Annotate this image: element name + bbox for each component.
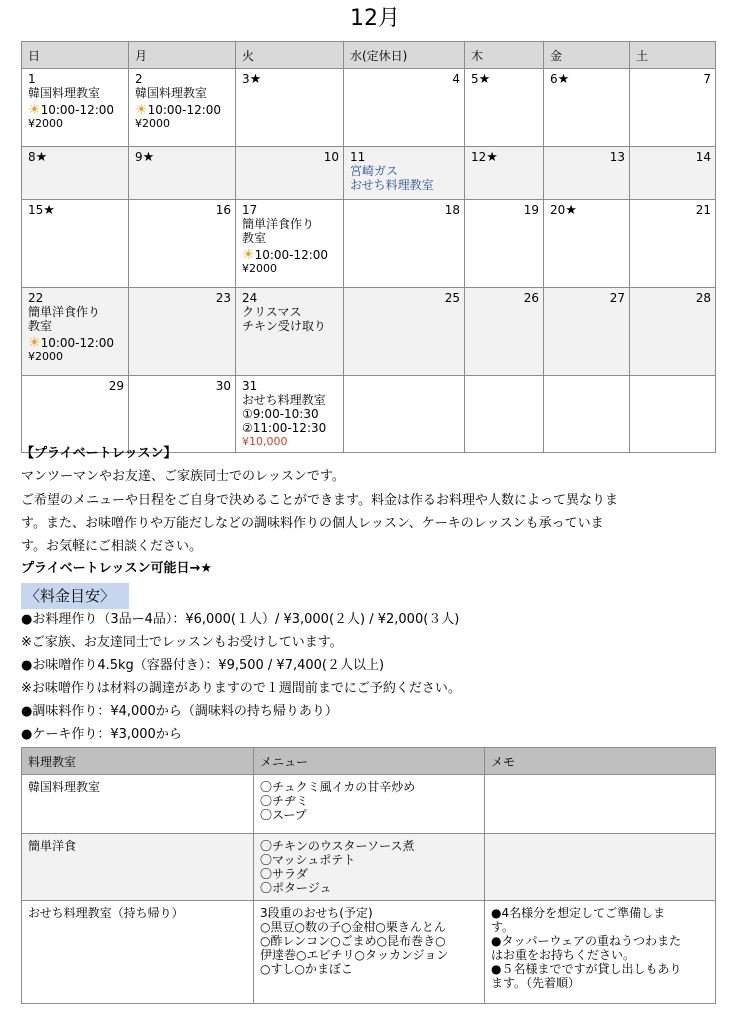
calendar-day-cell	[129, 200, 236, 288]
fee-line: ●お味噌作り4.5kg（容器付き）：¥9,500 / ¥7,400(２人以上)	[21, 658, 385, 673]
event-label: ①9:00-10:30	[242, 407, 319, 421]
price-label: ¥2000	[135, 117, 170, 130]
memo-line: ●５名様までですが貸し出しもあり	[491, 962, 682, 976]
day-number: 6	[550, 72, 558, 86]
calendar-week-row	[22, 147, 716, 200]
private-available-note: プライベートレッスン可能日→★	[21, 561, 213, 576]
memo-cell	[485, 901, 716, 1004]
menu-item: 〇スープ	[260, 808, 307, 822]
calendar-day-cell	[630, 69, 716, 147]
calendar-week-row	[22, 69, 716, 147]
private-lesson-line: ご希望のメニューや日程をご自身で決めることができます。料金は作るお料理や人数によって異なりま	[21, 493, 618, 508]
day-number: 12	[471, 150, 487, 164]
time-slot: 10:00-12:00	[40, 103, 115, 117]
weekday-header: 火	[236, 42, 344, 69]
calendar-day-cell	[129, 69, 236, 147]
memo-cell	[485, 775, 716, 834]
calendar-day-cell	[236, 288, 344, 376]
price-label: ¥10,000	[242, 435, 288, 448]
day-number: 19	[523, 203, 539, 217]
sun-icon: ☀	[28, 335, 41, 351]
calendar-day-cell	[129, 376, 236, 453]
menu-item: 伊達巻○エビチリ○タッカンジョン	[260, 948, 449, 962]
calendar-day-cell	[544, 69, 630, 147]
day-number: 23	[215, 291, 231, 305]
day-number: 8	[28, 150, 36, 164]
menu-row	[22, 901, 716, 1004]
private-lesson-line: す。また、お味噌作りや万能だしなどの調味料作りの個人レッスン、ケーキのレッスンも承っていま	[21, 516, 604, 531]
class-name-cell: 韓国料理教室	[22, 775, 254, 834]
event-label: 簡単洋食作り	[28, 305, 101, 319]
day-number: 17	[242, 203, 258, 217]
fee-line: ※お味噌作りは材料の調達がありますので１週間前までにご予約ください。	[21, 681, 461, 696]
calendar-day-cell	[344, 200, 465, 288]
calendar-week-row	[22, 200, 716, 288]
calendar-day-cell	[465, 288, 544, 376]
calendar-day-cell	[129, 288, 236, 376]
menu-item: 3段重のおせち(予定)	[260, 906, 373, 920]
calendar-day-cell	[236, 200, 344, 288]
day-number: 18	[444, 203, 460, 217]
private-lesson-line: マンツーマンやお友達、ご家族同士でのレッスンです。	[21, 469, 345, 484]
menu-item: ○黒豆○数の子○金柑○栗きんとん	[260, 920, 446, 934]
day-number: 28	[695, 291, 711, 305]
calendar-day-cell	[22, 147, 129, 200]
day-number: 13	[609, 150, 625, 164]
fee-heading: 〈料金目安〉	[21, 583, 129, 609]
time-slot: 10:00-12:00	[254, 248, 329, 262]
star-icon: ★	[35, 150, 48, 165]
calendar-day-cell	[465, 147, 544, 200]
star-icon: ★	[142, 150, 155, 165]
menu-items-cell	[254, 775, 485, 834]
sun-icon: ☀	[135, 102, 148, 118]
calendar-day-cell	[344, 376, 465, 453]
event-label: ②11:00-12:30	[242, 421, 327, 435]
star-icon: ★	[249, 72, 262, 87]
calendar-day-cell	[22, 376, 129, 453]
sun-icon: ☀	[242, 247, 255, 263]
calendar-day-cell	[465, 200, 544, 288]
menu-item: 〇チヂミ	[260, 794, 309, 808]
calendar-week-row	[22, 376, 716, 453]
calendar-day-cell	[630, 147, 716, 200]
day-number: 25	[444, 291, 460, 305]
calendar-header-row	[22, 42, 716, 69]
private-lesson-line: す。お気軽にご相談ください。	[21, 539, 202, 554]
page-title: 12月	[350, 6, 400, 31]
calendar-day-cell	[344, 288, 465, 376]
day-number: 31	[242, 379, 258, 393]
class-name-cell: おせち料理教室（持ち帰り）	[22, 901, 254, 1004]
time-slot: 10:00-12:00	[40, 336, 115, 350]
fee-line: ※ご家族、お友達同士でレッスンもお受けしています。	[21, 635, 343, 650]
time-slot: 10:00-12:00	[147, 103, 222, 117]
menu-item: 〇チュクミ風イカの甘辛炒め	[260, 780, 416, 794]
sun-icon: ☀	[28, 102, 41, 118]
day-number: 24	[242, 291, 258, 305]
calendar-day-cell	[465, 69, 544, 147]
menu-header-cell: メニュー	[254, 748, 485, 775]
calendar-day-cell	[544, 288, 630, 376]
day-number: 21	[695, 203, 711, 217]
calendar-day-cell	[22, 200, 129, 288]
calendar-day-cell	[630, 200, 716, 288]
day-number: 10	[323, 150, 339, 164]
event-label: 韓国料理教室	[135, 86, 208, 100]
memo-line: す。	[491, 920, 515, 934]
weekday-header: 水(定休日)	[344, 42, 465, 69]
menu-row	[22, 775, 716, 834]
calendar-day-cell	[129, 147, 236, 200]
private-lesson-heading: 【プライベートレッスン】	[21, 446, 177, 461]
calendar-day-cell	[544, 376, 630, 453]
menu-row	[22, 834, 716, 901]
event-label: クリスマス	[242, 305, 302, 319]
star-icon: ★	[43, 203, 55, 218]
weekday-header: 月	[129, 42, 236, 69]
event-label: 宮崎ガス	[350, 164, 399, 178]
day-number: 27	[609, 291, 625, 305]
fee-line: ●お料理作り（3品ー4品）：¥6,000(１人）/ ¥3,000(２人) / ¥2,000(３人)	[21, 612, 460, 627]
menu-table	[21, 747, 716, 1004]
day-number: 5	[471, 72, 479, 86]
menu-header-cell: メモ	[485, 748, 716, 775]
price-label: ¥2000	[28, 117, 63, 130]
day-number: 4	[452, 72, 460, 86]
star-icon: ★	[478, 72, 491, 87]
menu-header-cell: 料理教室	[22, 748, 254, 775]
event-label: チキン受け取り	[242, 319, 326, 333]
calendar-table	[21, 41, 716, 453]
calendar-day-cell	[465, 376, 544, 453]
memo-line: ●4名様分を想定してご準備しま	[491, 906, 666, 920]
fee-line: ●調味料作り：¥4,000から（調味料の持ち帰りあり）	[21, 704, 338, 719]
day-number: 16	[215, 203, 231, 217]
day-number: 20	[550, 203, 566, 217]
fee-line: ●ケーキ作り：¥3,000から	[21, 727, 182, 742]
calendar-week-row	[22, 288, 716, 376]
event-label: おせち料理教室	[350, 178, 434, 192]
day-number: 15	[28, 203, 44, 217]
menu-item: 〇ポタージュ	[260, 881, 332, 895]
calendar-day-cell	[236, 147, 344, 200]
day-number: 9	[135, 150, 143, 164]
star-icon: ★	[565, 203, 577, 218]
menu-item: 〇チキンのウスターソース煮	[260, 839, 415, 853]
calendar-day-cell	[344, 147, 465, 200]
calendar-day-cell	[22, 288, 129, 376]
price-label: ¥2000	[28, 350, 63, 363]
calendar-day-cell	[236, 69, 344, 147]
weekday-header: 土	[630, 42, 716, 69]
weekday-header: 木	[465, 42, 544, 69]
day-number: 14	[695, 150, 711, 164]
calendar-day-cell	[544, 200, 630, 288]
class-name-cell: 簡単洋食	[22, 834, 254, 901]
calendar-day-cell	[344, 69, 465, 147]
calendar-day-cell	[544, 147, 630, 200]
star-icon: ★	[557, 72, 570, 87]
day-number: 7	[703, 72, 711, 86]
memo-line: ●タッパーウェアの重ねうつわまた	[491, 934, 681, 948]
calendar-day-cell	[236, 376, 344, 453]
star-icon: ★	[486, 150, 498, 165]
day-number: 26	[523, 291, 539, 305]
event-label: 簡単洋食作り	[242, 217, 315, 231]
menu-items-cell	[254, 834, 485, 901]
menu-item: 〇マッシュポテト	[260, 853, 356, 867]
weekday-header: 金	[544, 42, 630, 69]
memo-cell	[485, 834, 716, 901]
calendar-day-cell	[630, 376, 716, 453]
day-number: 3	[242, 72, 250, 86]
calendar-day-cell	[630, 288, 716, 376]
menu-item: 〇サラダ	[260, 867, 308, 881]
day-number: 30	[215, 379, 231, 393]
event-label: 韓国料理教室	[28, 86, 101, 100]
calendar-day-cell	[22, 69, 129, 147]
weekday-header: 日	[22, 42, 129, 69]
memo-line: ます。（先着順）	[491, 976, 581, 990]
menu-items-cell	[254, 901, 485, 1004]
event-label: おせち料理教室	[242, 393, 326, 407]
event-label: 教室	[28, 319, 53, 333]
day-number: 29	[108, 379, 124, 393]
price-label: ¥2000	[242, 262, 277, 275]
day-number: 1	[28, 72, 36, 86]
memo-line: はお重をお持ちください。	[491, 948, 636, 962]
day-number: 2	[135, 72, 143, 86]
event-label: 教室	[242, 231, 267, 245]
menu-item: ○酢レンコン○ごまめ○昆布巻き○	[260, 934, 446, 948]
menu-header-row	[22, 748, 716, 775]
day-number: 22	[28, 291, 44, 305]
day-number: 11	[350, 150, 366, 164]
menu-item: ○すし○かまぼこ	[260, 962, 353, 976]
